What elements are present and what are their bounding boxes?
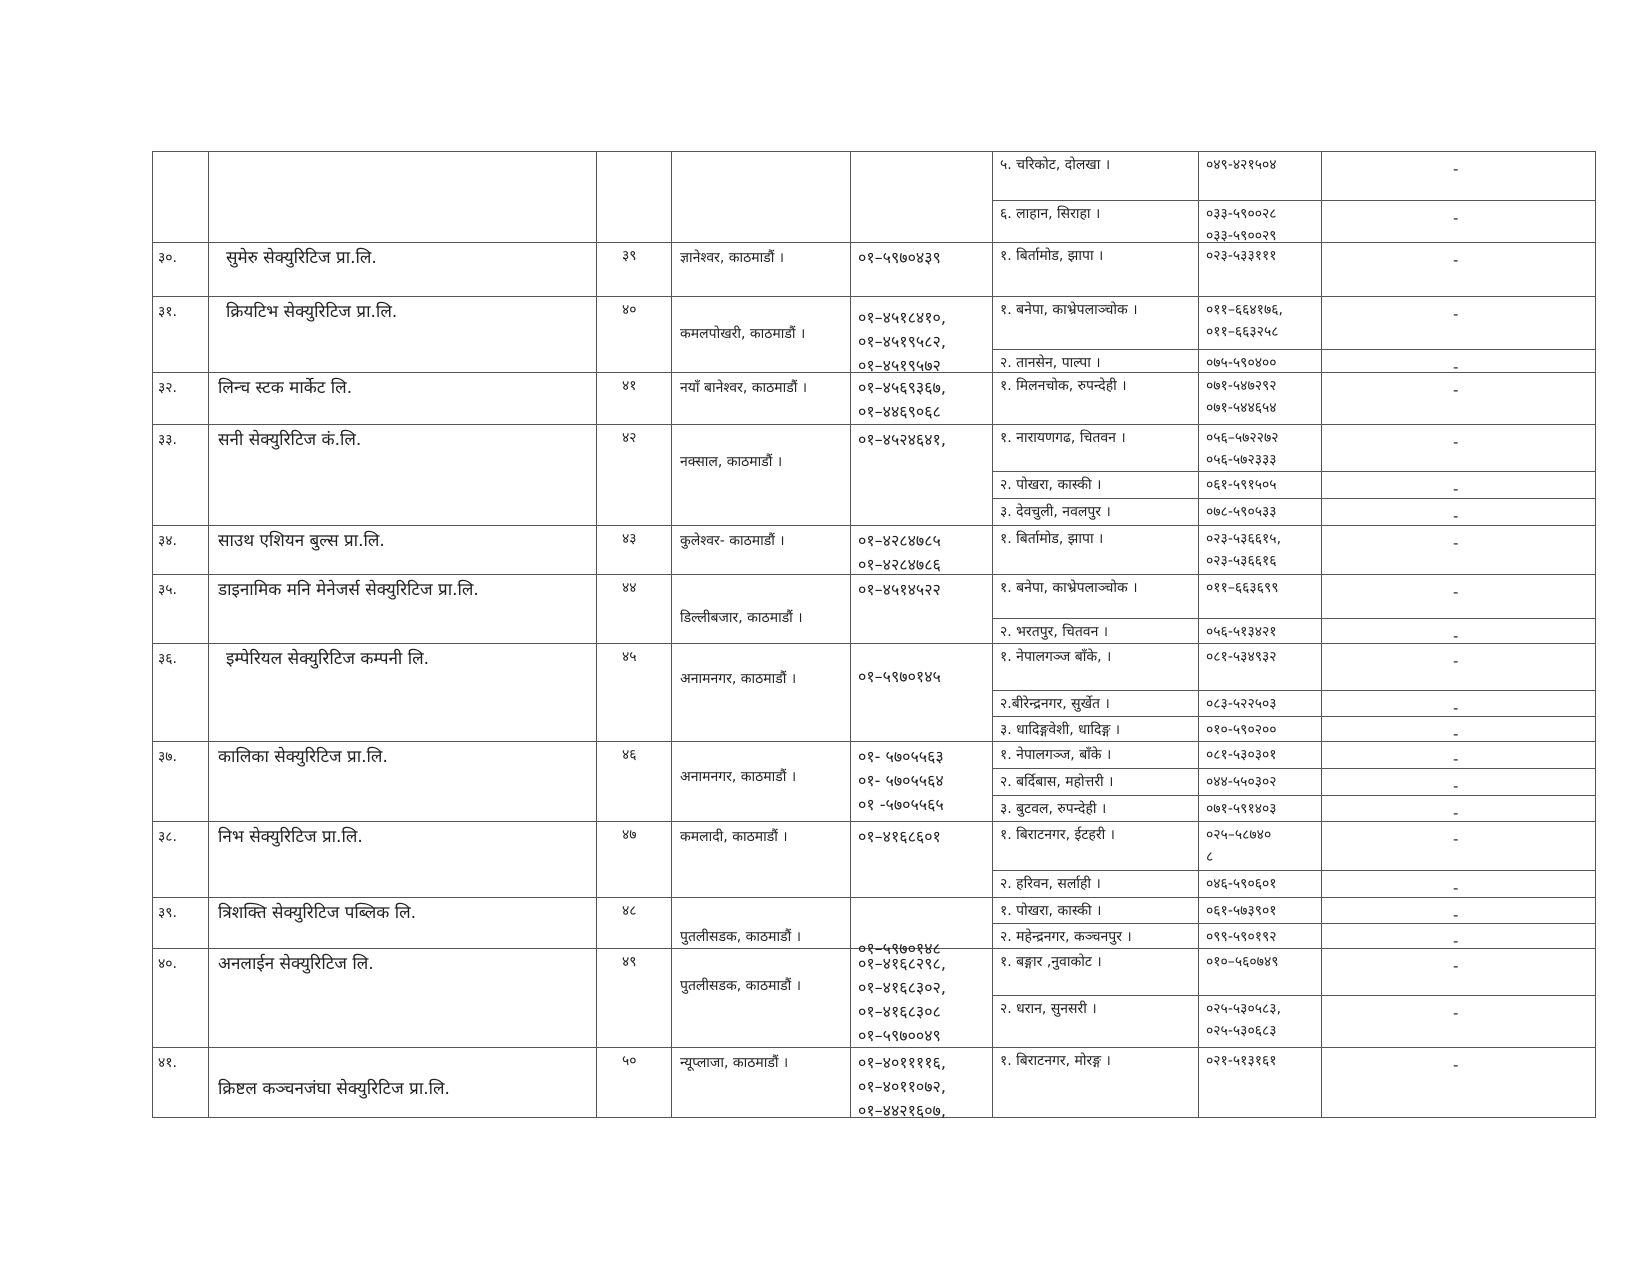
table-column-border [208, 151, 209, 1118]
broker-code: ४२ [622, 430, 637, 446]
table-row-border [152, 151, 1596, 152]
serial-number: ३०. [158, 250, 178, 266]
office-phone: ०१–४५१८४१०, [858, 308, 946, 327]
branch-row-border [992, 200, 1596, 201]
table-column-border [1198, 151, 1199, 1118]
branch-phone: ०८३-५२२५०३ [1206, 696, 1277, 712]
branch-remark: - [1453, 534, 1459, 552]
branch-location: १. बङ्गार ,नुवाकोट । [1000, 954, 1102, 970]
branch-location: ३. देवचुली, नवलपुर । [1000, 504, 1111, 520]
branch-phone: ०२५–५८७४० [1206, 827, 1272, 843]
branch-remark: - [1453, 433, 1459, 451]
branch-location: २. पोखरा, कास्की । [1000, 477, 1102, 493]
branch-phone: ०१०-५९०२०० [1206, 722, 1277, 738]
branch-phone: ०९९-५९०१९२ [1206, 929, 1277, 945]
branch-location: १. बिर्तामोड, झापा । [1000, 248, 1104, 264]
branch-location: ५. चरिकोट, दोलखा । [1000, 157, 1111, 173]
office-address: अनामनगर, काठमाडौं । [680, 671, 797, 687]
branch-location: १. बिर्तामोड, झापा । [1000, 531, 1104, 547]
branch-remark: - [1453, 932, 1459, 950]
branch-remark: - [1453, 652, 1459, 670]
branch-remark: - [1453, 1056, 1459, 1074]
office-phone: ०१–४५६९३६७, [858, 378, 946, 397]
office-phone: ०१–४१६८३०८ [858, 1002, 941, 1021]
office-address: नक्साल, काठमाडौं । [680, 454, 783, 470]
office-address: पुतलीसडक, काठमाडौं । [680, 929, 802, 945]
branch-row-border [992, 995, 1596, 996]
office-address: डिल्लीबजार, काठमाडौं । [680, 610, 803, 626]
branch-phone: ०५६-५७२३३३ [1206, 452, 1277, 468]
branch-location: १. बिराटनगर, मोरङ्ग । [1000, 1053, 1111, 1069]
branch-row-border [992, 923, 1596, 924]
branch-remark: - [1453, 251, 1459, 269]
branch-location: ६. लाहान, सिराहा । [1000, 206, 1101, 222]
branch-location: २. बर्दिबास, महोत्तरी । [1000, 774, 1114, 790]
table-column-border [596, 151, 597, 1118]
branch-location: १. पोखरा, कास्की । [1000, 903, 1102, 919]
branch-remark: - [1453, 209, 1459, 227]
table-column-border [1321, 151, 1322, 1118]
branch-location: २. हरिवन, सर्लाही । [1000, 876, 1101, 892]
broker-name: अनलाईन सेक्युरिटिज लि. [218, 954, 374, 974]
serial-number: ४०. [158, 956, 178, 972]
table-column-border [850, 151, 851, 1118]
broker-name: सुमेरु सेक्युरिटिज प्रा.लि. [226, 248, 377, 268]
branch-remark: - [1453, 357, 1459, 376]
branch-location: १. नेपालगञ्ज बाँके, । [1000, 649, 1112, 665]
branch-phone: ०८१-५३४९३२ [1206, 649, 1277, 665]
table-row-border [152, 296, 1596, 297]
branch-phone: ०७१-५४४६५४ [1206, 400, 1277, 416]
office-address: पुतलीसडक, काठमाडौं । [680, 978, 802, 994]
branch-row-border [992, 768, 1596, 769]
office-phone: ०१–४५१९५७२ [858, 356, 941, 375]
branch-row-border [992, 870, 1596, 871]
serial-number: ३६. [158, 651, 178, 667]
branch-location: १. नारायणगढ, चितवन । [1000, 430, 1126, 446]
table-column-border [152, 151, 153, 1118]
broker-name: डाइनामिक मनि मेनेजर्स सेक्युरिटिज प्रा.लि. [218, 580, 479, 600]
broker-name: त्रिशक्ति सेक्युरिटिज पब्लिक लि. [218, 903, 417, 923]
office-phone: ०१–५९७००४९ [858, 1026, 941, 1045]
table-row-border [152, 424, 1596, 425]
branch-phone: ०४९-४२१५०४ [1206, 157, 1277, 173]
branch-phone: ८ [1206, 849, 1214, 865]
broker-code: ४८ [622, 903, 637, 919]
branch-phone: ०११–६६३२५८ [1206, 324, 1279, 340]
branch-phone: ०७८-५९०५३३ [1206, 504, 1277, 520]
broker-code: ४६ [622, 747, 637, 763]
branch-remark: - [1453, 507, 1459, 525]
branch-location: १. बनेपा, काभ्रेपलाञ्चोक । [1000, 302, 1138, 318]
table-column-border [671, 151, 672, 1118]
broker-name: क्रियटिभ सेक्युरिटिज प्रा.लि. [226, 302, 398, 322]
branch-phone: ०११–६६४१७६, [1206, 302, 1283, 318]
branch-phone: ०२३-५३६६१६ [1206, 553, 1277, 569]
branch-phone: ०५६-५१३४२१ [1206, 624, 1277, 640]
broker-code: ४५ [622, 649, 637, 665]
office-phone: ०१–४५२४६४१, [858, 430, 946, 449]
serial-number: ३८. [158, 829, 178, 845]
branch-remark: - [1453, 480, 1459, 498]
branch-phone: ०७१-५९१४०३ [1206, 801, 1277, 817]
branch-phone: ०२३-५३३१११ [1206, 248, 1277, 264]
office-phone: ०१ -५७०५५६५ [858, 795, 944, 814]
office-phone: ०१–४०११११६, [858, 1053, 946, 1072]
office-address: कमलपोखरी, काठमाडौं । [680, 326, 806, 342]
table-row-border [152, 525, 1596, 526]
office-phone: ०१–४४२१६०७, [858, 1101, 946, 1120]
office-phone: ०१–४२८४७८६ [858, 555, 941, 574]
serial-number: ३९. [158, 905, 178, 921]
branch-row-border [992, 498, 1596, 499]
broker-code: ५० [622, 1053, 637, 1069]
broker-code: ४३ [622, 531, 637, 547]
office-phone: ०१–४१६८३०२, [858, 978, 946, 997]
office-address: ज्ञानेश्वर, काठमाडौं । [680, 250, 785, 266]
broker-code: ४४ [622, 580, 637, 596]
branch-location: ३. बुटवल, रुपन्देही । [1000, 801, 1107, 817]
broker-name: लिन्च स्टक मार्केट लि. [218, 378, 353, 398]
branch-phone: ०२१-५१३१६१ [1206, 1053, 1277, 1069]
office-address: न्यूप्लाजा, काठमाडौं । [680, 1055, 789, 1071]
branch-remark: - [1453, 381, 1459, 399]
table-row-border [152, 821, 1596, 822]
office-phone: ०१- ५७०५५६४ [858, 771, 944, 790]
office-phone: ०१–४०११०७२, [858, 1077, 946, 1096]
branch-remark: - [1453, 583, 1459, 601]
serial-number: ३२. [158, 380, 178, 396]
branch-phone: ०२५-५३०६८३ [1206, 1023, 1277, 1039]
office-phone: ०१–४२८४७८५ [858, 531, 941, 550]
branch-remark: - [1453, 906, 1459, 924]
branch-location: २. तानसेन, पाल्पा । [1000, 355, 1101, 371]
broker-code: ४७ [622, 827, 637, 843]
office-phone: ०१–४१६८६०१ [858, 827, 941, 846]
branch-phone: ०५६–५७२२७२ [1206, 430, 1279, 446]
branch-remark: - [1453, 777, 1459, 795]
branch-phone: ०११–६६३६९९ [1206, 580, 1279, 596]
branch-location: १. मिलनचोक, रुपन्देही । [1000, 378, 1127, 394]
serial-number: ३१. [158, 304, 178, 320]
branch-phone: ०६१-५९१५०५ [1206, 477, 1277, 493]
office-phone: ०१–५९७०१४५ [858, 667, 941, 686]
broker-name: कालिका सेक्युरिटिज प्रा.लि. [218, 747, 388, 767]
office-phone: ०१–४५१९५८२, [858, 332, 946, 351]
office-address: कुलेश्वर- काठमाडौं । [680, 533, 785, 549]
branch-remark: - [1453, 725, 1459, 743]
branch-phone: ०३३-५९००२९ [1206, 228, 1277, 244]
table-column-border [1595, 151, 1596, 1118]
office-address: नयाँ बानेश्वर, काठमाडौं । [680, 380, 808, 396]
serial-number: ३३. [158, 432, 178, 448]
broker-name: सनी सेक्युरिटिज कं.लि. [218, 430, 362, 450]
branch-row-border [992, 795, 1596, 796]
branch-phone: ०६१-५७३९०१ [1206, 903, 1277, 919]
serial-number: ३५. [158, 582, 178, 598]
broker-name: साउथ एशियन बुल्स प्रा.लि. [218, 531, 385, 551]
serial-number: ३७. [158, 749, 178, 765]
table-row-border [152, 741, 1596, 742]
branch-location: २.बीरेन्द्रनगर, सुर्खेत । [1000, 696, 1110, 712]
office-phone: ०१–५९७०४३९ [858, 248, 941, 267]
branch-phone: ०२३-५३६६१५, [1206, 531, 1282, 547]
branch-row-border [992, 716, 1596, 717]
office-phone: ०१–४५१४५२२ [858, 580, 941, 599]
branch-remark: - [1453, 305, 1459, 323]
branch-remark: - [1453, 750, 1459, 768]
branch-location: १. नेपालगञ्ज, बाँके । [1000, 747, 1112, 763]
office-phone: ०१- ५७०५५६३ [858, 747, 944, 766]
branch-remark: - [1453, 1004, 1459, 1022]
office-phone: ०१–४४६९०६८ [858, 402, 941, 421]
broker-name: इम्पेरियल सेक्युरिटिज कम्पनी लि. [226, 649, 430, 669]
branch-phone: ०१०–५६०७४९ [1206, 954, 1279, 970]
office-phone: ०१–५९७०१४८ [858, 939, 941, 958]
office-address: कमलादी, काठमाडौं । [680, 829, 788, 845]
serial-number: ३४. [158, 533, 178, 549]
table-column-border [992, 151, 993, 1118]
branch-remark: - [1453, 627, 1459, 645]
broker-name: क्रिष्टल कञ्चनजंघा सेक्युरिटिज प्रा.लि. [218, 1079, 450, 1099]
branch-remark: - [1453, 957, 1459, 975]
branch-phone: ०२५-५३०५८३, [1206, 1001, 1282, 1017]
branch-location: १. बनेपा, काभ्रेपलाञ्चोक । [1000, 580, 1138, 596]
table-row-border [152, 643, 1596, 644]
branch-remark: - [1453, 160, 1459, 178]
branch-phone: ०३३-५९००२८ [1206, 206, 1277, 222]
broker-code: ३९ [622, 248, 637, 264]
branch-phone: ०४६-५९०६०१ [1206, 876, 1277, 892]
branch-location: २. महेन्द्रनगर, कञ्चनपुर । [1000, 929, 1132, 945]
branch-remark: - [1453, 830, 1459, 848]
branch-phone: ०४४-५५०३०२ [1206, 774, 1277, 790]
table-row-border [152, 242, 1596, 243]
branch-row-border [992, 618, 1596, 619]
branch-location: २. भरतपुर, चितवन । [1000, 624, 1109, 640]
broker-code: ४० [622, 302, 637, 318]
serial-number: ४१. [158, 1055, 178, 1071]
branch-phone: ०७५-५९०४०० [1206, 355, 1277, 371]
office-address: अनामनगर, काठमाडौं । [680, 769, 797, 785]
branch-row-border [992, 471, 1596, 472]
branch-remark: - [1453, 879, 1459, 897]
office-phone: ०१–४१६८२९८, [858, 954, 946, 973]
branch-location: ३. धादिङ्गवेशी, धादिङ्ग । [1000, 722, 1121, 738]
branch-phone: ०८१-५३०३०१ [1206, 747, 1277, 763]
table-row-border [152, 897, 1596, 898]
branch-remark: - [1453, 804, 1459, 822]
branch-location: १. बिराटनगर, ईटहरी । [1000, 827, 1115, 843]
broker-code: ४१ [622, 378, 637, 394]
broker-name: निभ सेक्युरिटिज प्रा.लि. [218, 827, 363, 847]
branch-row-border [992, 349, 1596, 350]
branch-location: २. धरान, सुनसरी । [1000, 1001, 1097, 1017]
branch-row-border [992, 690, 1596, 691]
branch-phone: ०७१-५४७२९२ [1206, 378, 1277, 394]
branch-remark: - [1453, 699, 1459, 717]
broker-code: ४९ [622, 954, 637, 970]
